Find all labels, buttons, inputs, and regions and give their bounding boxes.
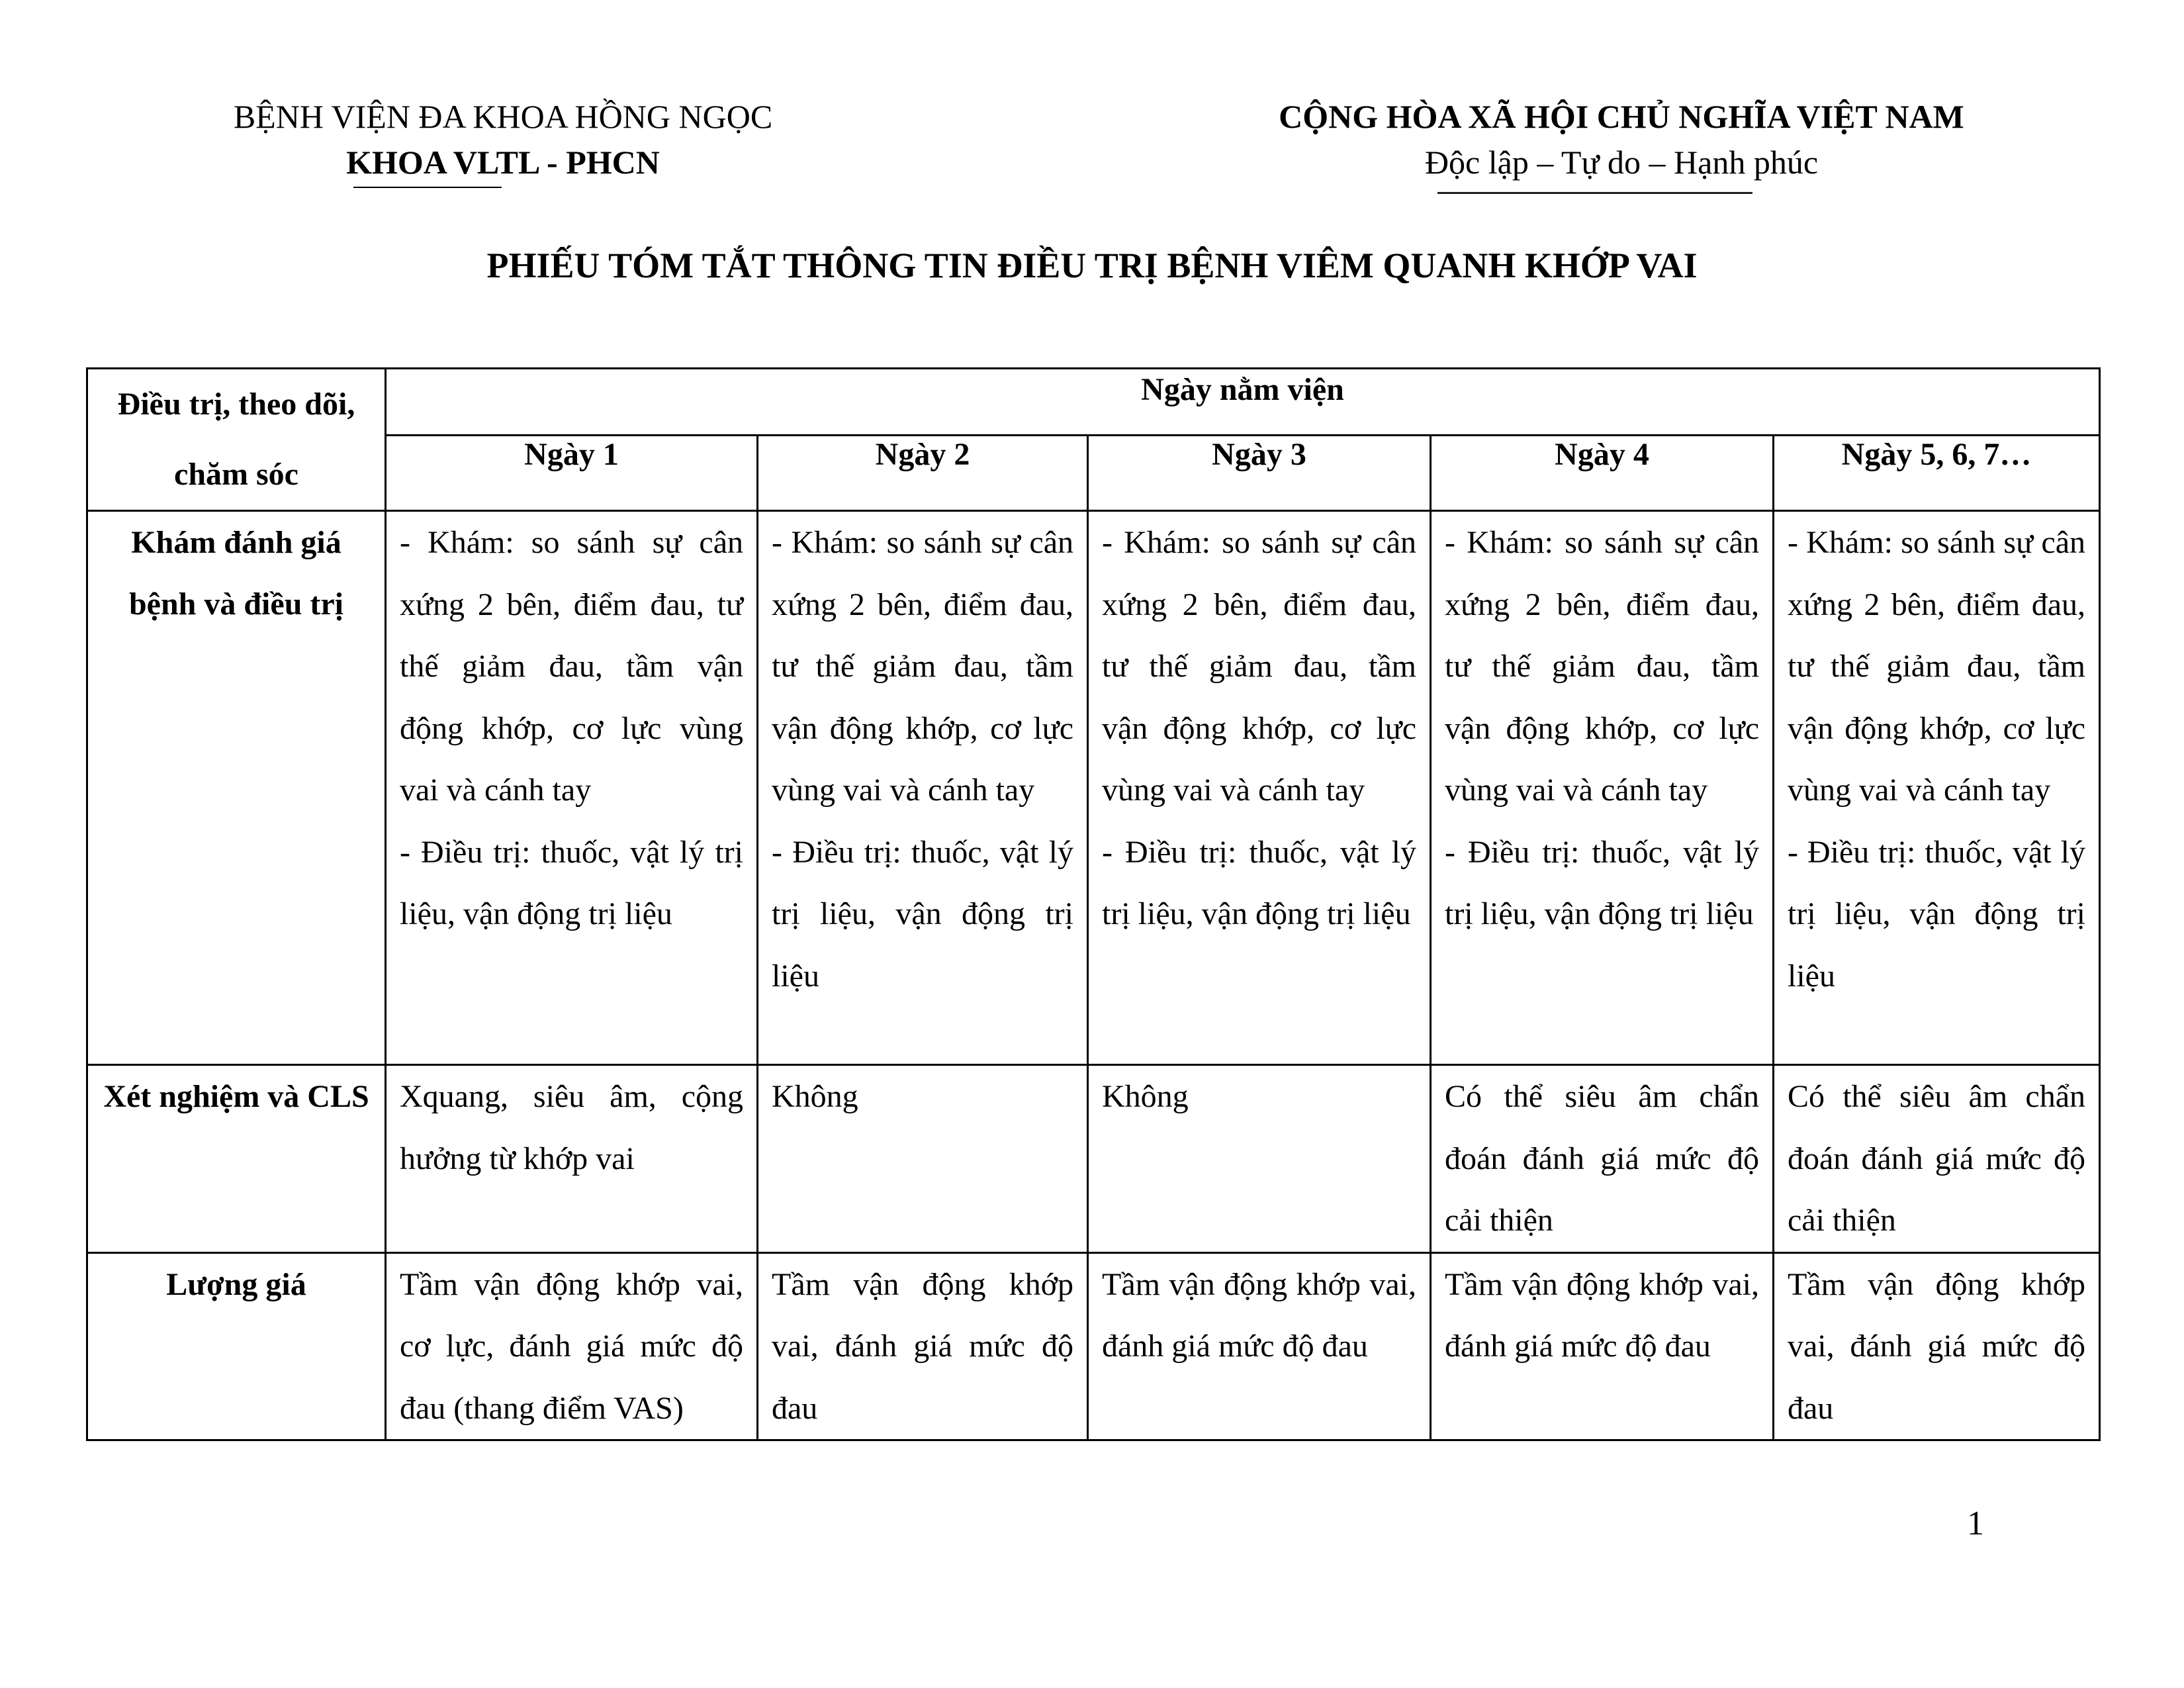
table-row: [87, 1252, 2100, 1440]
cell-paragraph: Tầm vận động khớp vai, cơ lực, đánh giá mức độ đau (thang điểm VAS): [400, 1266, 743, 1426]
cell-paragraph: Có thể siêu âm chẩn đoán đánh giá mức độ cải thiện: [1788, 1079, 2085, 1238]
table-cell: [386, 511, 758, 1065]
cell-paragraph: - Điều trị: thuốc, vật lý trị liệu, vận động trị liệu: [1788, 834, 2085, 994]
cell-paragraph: - Khám: so sánh sự cân xứng 2 bên, điểm đau, tư thế giảm đau, tầm vận động khớp, cơ lực vùng vai và cánh tay: [400, 525, 743, 808]
table-cell: [1088, 1065, 1431, 1253]
cell-paragraph: Xquang, siêu âm, cộng hưởng từ khớp vai: [400, 1079, 743, 1176]
country-name: CỘNG HÒA XÃ HỘI CHỦ NGHĨA VIỆT NAM: [1279, 98, 1964, 135]
cell-paragraph: Không: [1102, 1079, 1189, 1114]
group-header-hospital-days: Ngày nằm viện: [386, 369, 2100, 436]
cell-paragraph: Có thể siêu âm chẩn đoán đánh giá mức độ cải thiện: [1445, 1079, 1759, 1238]
cell-paragraph: - Khám: so sánh sự cân xứng 2 bên, điểm đau, tư thế giảm đau, tầm vận động khớp, cơ lực vùng vai và cánh tay: [1788, 525, 2085, 808]
column-header-day-4: Ngày 4: [1431, 436, 1774, 511]
cell-paragraph: Không: [772, 1079, 858, 1114]
table-cell: [1088, 511, 1431, 1065]
cell-paragraph: Tầm vận động khớp vai, đánh giá mức độ đau: [1102, 1266, 1416, 1364]
column-header-day-5-plus: Ngày 5, 6, 7…: [1774, 436, 2100, 511]
corner-header: Điều trị, theo dõi, chăm sóc: [87, 369, 386, 511]
table-cell: [1774, 1065, 2100, 1253]
table-cell: [1431, 1065, 1774, 1253]
cell-paragraph: - Điều trị: thuốc, vật lý trị liệu, vận động trị liệu: [1102, 834, 1416, 931]
row-label-evaluation: Lượng giá: [87, 1252, 386, 1440]
table-cell: [1774, 511, 2100, 1065]
table-cell: [1774, 1252, 2100, 1440]
national-motto: Độc lập – Tự do – Hạnh phúc: [1424, 144, 1819, 181]
hospital-name: BỆNH VIỆN ĐA KHOA HỒNG NGỌC: [233, 98, 773, 135]
department-name: KHOA VLTL - PHCN: [346, 144, 660, 181]
cell-paragraph: - Điều trị: thuốc, vật lý trị liệu, vận động trị liệu: [400, 834, 743, 931]
page-number: 1: [1967, 1505, 1984, 1542]
table-cell: [1431, 1252, 1774, 1440]
cell-paragraph: - Điều trị: thuốc, vật lý trị liệu, vận động trị liệu: [1445, 834, 1759, 931]
table-cell: [386, 1065, 758, 1253]
row-label-tests: Xét nghiệm và CLS: [87, 1065, 386, 1253]
cell-paragraph: Tầm vận động khớp vai, đánh giá mức độ đau: [772, 1266, 1073, 1426]
hospital-header: [172, 93, 834, 184]
column-header-day-1: Ngày 1: [386, 436, 758, 511]
table-row: [87, 511, 2100, 1065]
column-header-day-3: Ngày 3: [1088, 436, 1431, 511]
national-header: [1191, 93, 2052, 184]
table-cell: [386, 1252, 758, 1440]
table-cell: [758, 1065, 1088, 1253]
cell-paragraph: - Khám: so sánh sự cân xứng 2 bên, điểm đau, tư thế giảm đau, tầm vận động khớp, cơ lực vùng vai và cánh tay: [1445, 525, 1759, 808]
cell-paragraph: Tầm vận động khớp vai, đánh giá mức độ đau: [1445, 1266, 1759, 1364]
row-label-exam: Khám đánh giá bệnh và điều trị: [87, 511, 386, 1065]
header-right-underline: [1437, 192, 1752, 194]
cell-paragraph: Tầm vận động khớp vai, đánh giá mức độ đau: [1788, 1266, 2085, 1426]
cell-paragraph: - Khám: so sánh sự cân xứng 2 bên, điểm đau, tư thế giảm đau, tầm vận động khớp, cơ lực vùng vai và cánh tay: [1102, 525, 1416, 808]
cell-paragraph: - Khám: so sánh sự cân xứng 2 bên, điểm đau, tư thế giảm đau, tầm vận động khớp, cơ lực vùng vai và cánh tay: [772, 525, 1073, 808]
cell-paragraph: - Điều trị: thuốc, vật lý trị liệu, vận động trị liệu: [772, 834, 1073, 994]
table-cell: [758, 1252, 1088, 1440]
header-left-underline: [353, 187, 502, 188]
table-cell: [1431, 511, 1774, 1065]
table-cell: [758, 511, 1088, 1065]
table-cell: [1088, 1252, 1431, 1440]
column-header-day-2: Ngày 2: [758, 436, 1088, 511]
document-title: PHIẾU TÓM TẮT THÔNG TIN ĐIỀU TRỊ BỆNH VIÊM QUANH KHỚP VAI: [486, 246, 1698, 285]
table-row: [87, 1065, 2100, 1253]
treatment-summary-table: [86, 367, 2101, 1441]
